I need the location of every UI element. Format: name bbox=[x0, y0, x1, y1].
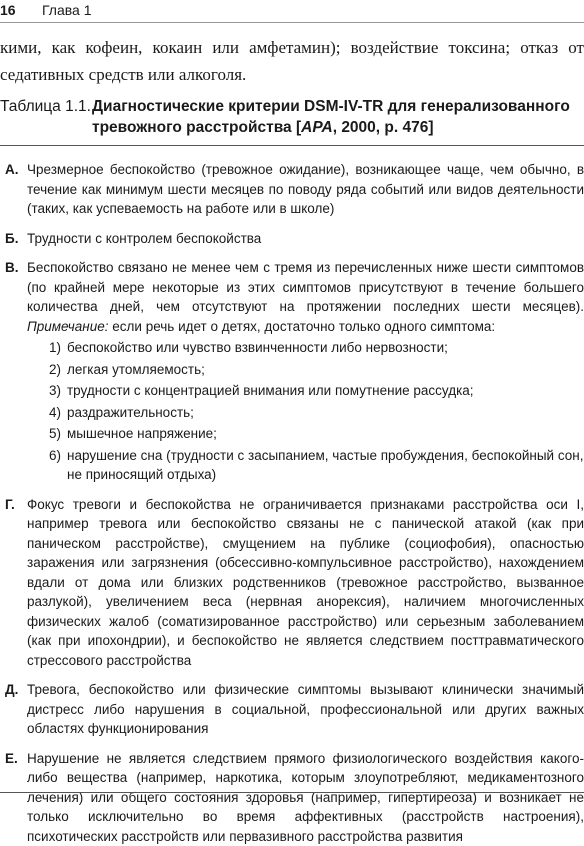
table-title-line2 bbox=[0, 117, 584, 138]
criterion-text-block bbox=[27, 258, 584, 336]
symptom-item bbox=[27, 446, 584, 485]
symptom-number: 5) bbox=[49, 424, 61, 444]
table-title-line1: Диагностические критерии DSM-IV-TR для генерализованного bbox=[92, 98, 570, 115]
criterion-a bbox=[0, 160, 584, 219]
criterion-v bbox=[0, 258, 584, 485]
table-top-rule bbox=[0, 145, 584, 146]
symptom-item bbox=[27, 360, 584, 380]
criterion-text: Тревога, беспокойство или физические симптомы вызывают клинически значимый дистресс либо нарушения в социальной, профессиональной или других важных областях функционирования bbox=[27, 680, 584, 739]
symptom-number: 1) bbox=[49, 338, 61, 358]
symptom-number: 6) bbox=[49, 446, 61, 466]
table-source-author: APA bbox=[301, 119, 333, 136]
chapter-title: Глава 1 bbox=[42, 0, 92, 20]
table-bottom-rule bbox=[0, 792, 584, 793]
symptom-text: трудности с концентрацией внимания или помутнение рассудка; bbox=[67, 383, 474, 398]
table-title-line2-start: тревожного расстройства [ bbox=[92, 119, 301, 136]
criterion-letter: Б. bbox=[5, 229, 18, 249]
criterion-text: Нарушение не является следствием прямого физиологического воздействия какого-либо вещества (например, наркотика, которым злоупотребляют, медикаментозного лечения) или общего состояния здоровья (например, гипертиреоза) и возникает не только исключительно во время аффективных (расстройств настроения), психотических расстройств или первазивного расстройства развития bbox=[27, 749, 584, 846]
criteria-list bbox=[0, 150, 584, 846]
note-text: если речь идет о детях, достаточно только одного симптома: bbox=[112, 319, 495, 334]
criterion-letter: В. bbox=[5, 258, 19, 278]
criterion-text: Беспокойство связано не менее чем с тремя из перечисленных ниже шести симптомов (по крайней мере некоторые из этих симптомов присутствуют в течение большего количества дней, чем отсутствуют на протяжении последних шести месяцев). bbox=[27, 260, 584, 314]
criterion-letter: Г. bbox=[5, 495, 15, 515]
criterion-text: Фокус тревоги и беспокойства не ограничивается признаками расстройства оси I, например тревога или беспокойство связаны не с панической атакой (как при паническом расстройстве), смущением на публике (социофобия), опасностью заражения или загрязнения (обсессивно-компульсивное расстройство), нахождением вдали от дома или близких родственников (тревожное расстройство, вызванное разлукой), увеличением веса (нервная анорексия), наличием многочисленных физических жалоб (соматизированное расстройство) или серьезным заболеванием (как при ипохондрии), и беспокойство не является следствием посттравматического стрессового расстройства bbox=[27, 495, 584, 671]
criterion-g bbox=[0, 495, 584, 671]
symptom-number: 4) bbox=[49, 403, 61, 423]
criterion-text: Чрезмерное беспокойство (тревожное ожидание), возникающее чаще, чем обычно, в течение как минимум шести месяцев по поводу ряда событий или видов деятельности (таких, как успеваемость на работе или в школе) bbox=[27, 160, 584, 219]
symptom-item bbox=[27, 338, 584, 358]
symptom-list bbox=[27, 338, 584, 485]
page-number: 16 bbox=[0, 0, 16, 20]
criterion-letter: Д. bbox=[5, 680, 18, 700]
running-header bbox=[0, 0, 584, 23]
symptom-text: нарушение сна (трудности с засыпанием, частые пробуждения, беспокойный сон, не приносящий отдыха) bbox=[67, 448, 583, 483]
criterion-b bbox=[0, 229, 584, 249]
criterion-letter: Е. bbox=[5, 749, 18, 769]
symptom-item bbox=[27, 424, 584, 444]
table-title-line2-end: , 2000, р. 476] bbox=[333, 119, 434, 136]
symptom-text: мышечное напряжение; bbox=[67, 426, 217, 441]
symptom-item bbox=[27, 403, 584, 423]
note-label: Примечание: bbox=[27, 319, 109, 334]
symptom-text: беспокойство или чувство взвинченности либо нервозности; bbox=[67, 340, 448, 355]
criterion-letter: А. bbox=[5, 160, 19, 180]
table-label: Таблица 1.1. bbox=[0, 96, 92, 117]
criterion-text: Трудности с контролем беспокойства bbox=[27, 229, 584, 249]
symptom-number: 3) bbox=[49, 381, 61, 401]
criterion-e bbox=[0, 749, 584, 846]
symptom-text: легкая утомляемость; bbox=[67, 362, 205, 377]
symptom-item bbox=[27, 381, 584, 401]
table-caption bbox=[0, 96, 584, 138]
intro-paragraph: кими, как кофеин, кокаин или амфетамин); воздействие токсина; отказ от седативных средств или алкоголя. bbox=[0, 34, 584, 88]
symptom-number: 2) bbox=[49, 360, 61, 380]
criterion-d bbox=[0, 680, 584, 739]
symptom-text: раздражительность; bbox=[67, 405, 194, 420]
